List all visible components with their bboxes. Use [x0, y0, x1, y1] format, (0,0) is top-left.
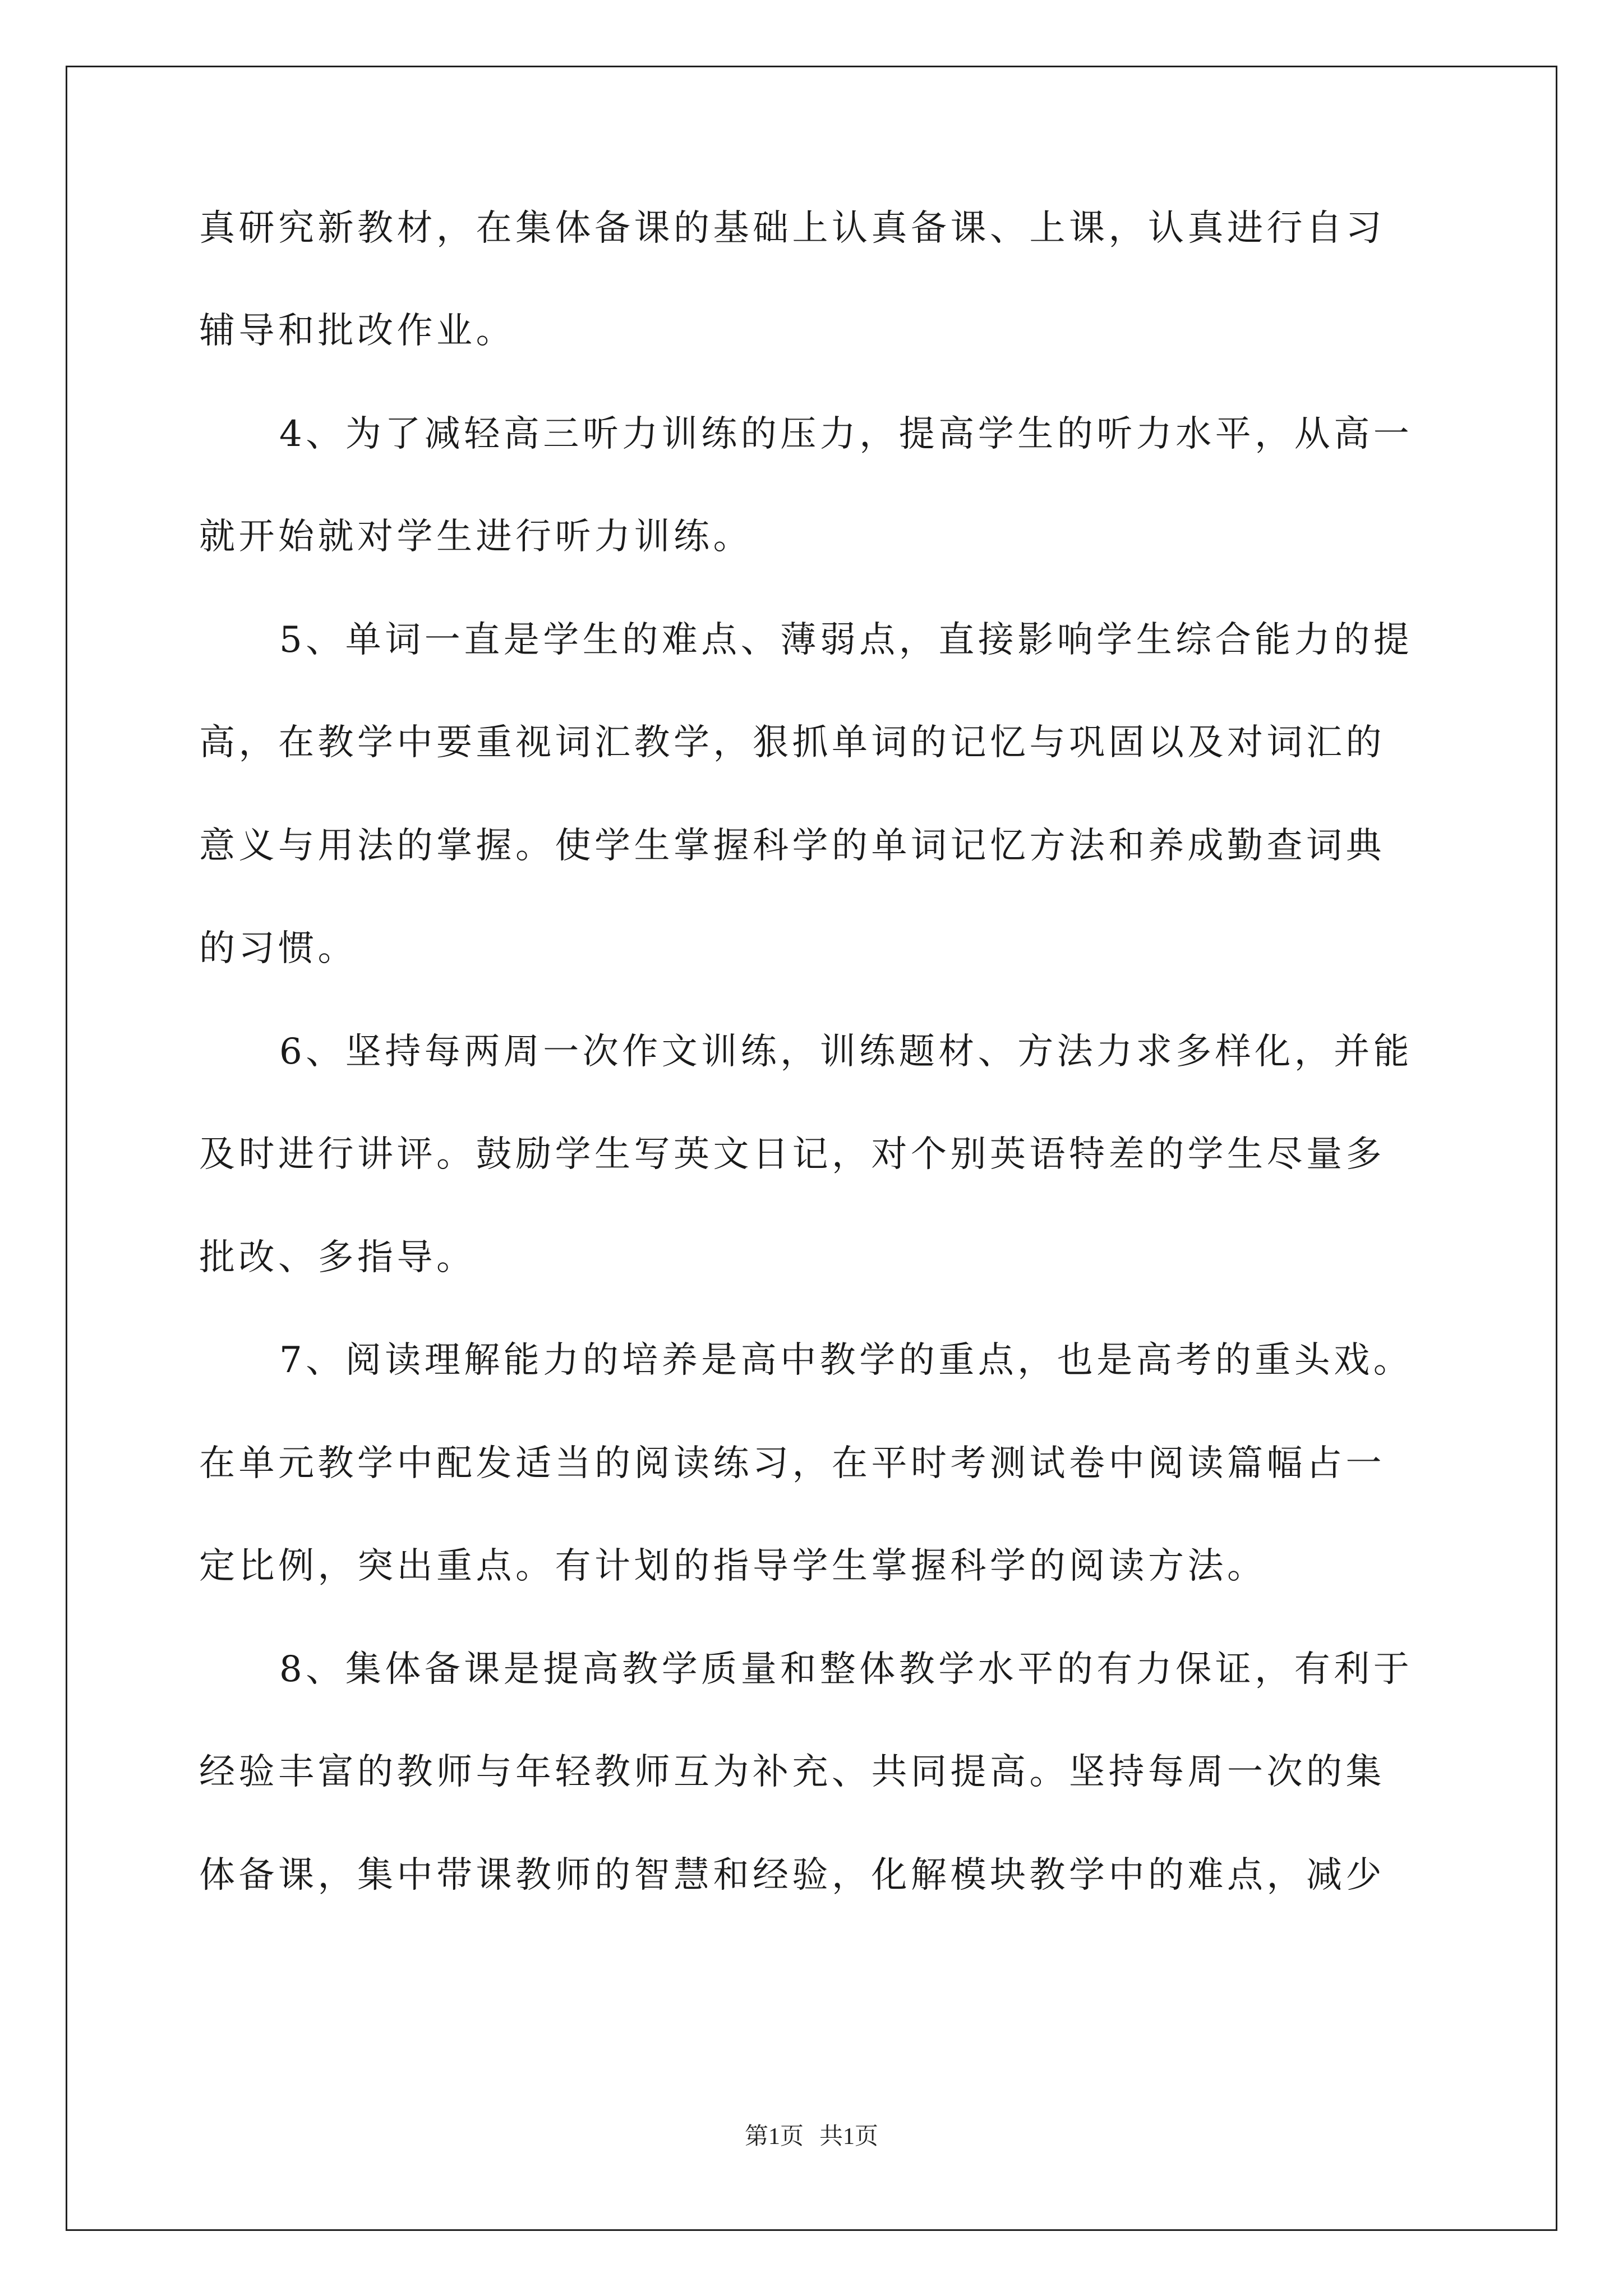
text-line: 体备课，集中带课教师的智慧和经验，化解模块教学中的难点，减少	[199, 1855, 1385, 1896]
text-line: 就开始就对学生进行听力训练。	[199, 516, 753, 558]
paragraph-start-6: 6、坚持每两周一次作文训练，训练题材、方法力求多样化，并能	[279, 1031, 1413, 1073]
page-number-current: 第1页	[744, 2124, 804, 2150]
text-line: 意义与用法的掌握。使学生掌握科学的单词记忆方法和养成勤查词典	[199, 825, 1385, 867]
page-number-total: 共1页	[819, 2124, 879, 2150]
text-line: 真研究新教材，在集体备课的基础上认真备课、上课，认真进行自习	[199, 208, 1385, 249]
text-line: 定比例，突出重点。有计划的指导学生掌握科学的阅读方法。	[199, 1545, 1267, 1587]
text-line: 及时进行讲评。鼓励学生写英文日记，对个别英语特差的学生尽量多	[199, 1134, 1385, 1175]
paragraph-start-4: 4、为了减轻高三听力训练的压力，提高学生的听力水平，从高一	[279, 413, 1413, 455]
paragraph-start-5: 5、单词一直是学生的难点、薄弱点，直接影响学生综合能力的提	[279, 619, 1413, 661]
text-line: 的习惯。	[199, 928, 357, 969]
text-line: 经验丰富的教师与年轻教师互为补充、共同提高。坚持每周一次的集	[199, 1751, 1385, 1793]
text-line: 辅导和批改作业。	[199, 310, 515, 352]
paragraph-start-8: 8、集体备课是提高教学质量和整体教学水平的有力保证，有利于	[279, 1649, 1413, 1690]
text-line: 批改、多指导。	[199, 1237, 476, 1278]
page-footer	[0, 2118, 1623, 2151]
text-line: 在单元教学中配发适当的阅读练习，在平时考测试卷中阅读篇幅占一	[199, 1443, 1385, 1484]
paragraph-start-7: 7、阅读理解能力的培养是高中教学的重点，也是高考的重头戏。	[279, 1340, 1413, 1381]
text-line: 高，在教学中要重视词汇教学，狠抓单词的记忆与巩固以及对词汇的	[199, 722, 1385, 763]
